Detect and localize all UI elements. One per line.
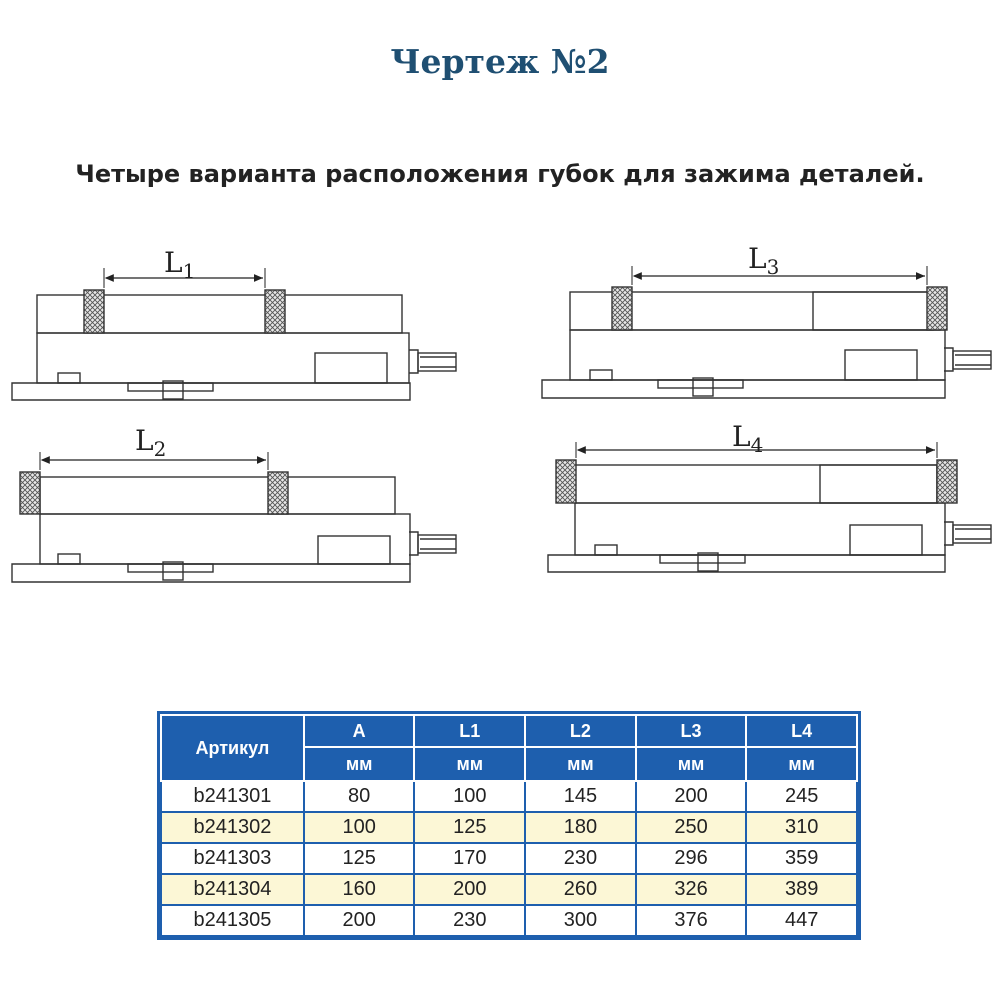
screw-shaft [953, 351, 991, 369]
jaw-right [268, 472, 288, 514]
cell-article: b241305 [161, 905, 304, 936]
cell-l4: 389 [746, 874, 857, 905]
spec-table [160, 714, 858, 937]
screw-shaft [953, 525, 991, 543]
cell-l2: 180 [525, 812, 636, 843]
cell-l2: 145 [525, 781, 636, 812]
cell-l4: 310 [746, 812, 857, 843]
jaw-left [556, 460, 576, 503]
header-l2: L2 [525, 715, 636, 747]
cell-l4: 359 [746, 843, 857, 874]
header-article: Артикул [161, 715, 304, 781]
cell-l3: 250 [636, 812, 747, 843]
dimension-label-l3: $L_3$ [748, 242, 780, 279]
cell-l2: 230 [525, 843, 636, 874]
cell-l1: 200 [414, 874, 525, 905]
cell-article: b241302 [161, 812, 304, 843]
jaw-left [20, 472, 40, 514]
table-row [161, 874, 857, 905]
cell-article: b241301 [161, 781, 304, 812]
vise-diagram-3 [530, 240, 1000, 410]
header-l3: L3 [636, 715, 747, 747]
page-subtitle: Четыре варианта расположения губок для зажима деталей. [75, 160, 925, 188]
vise-diagram-2 [0, 420, 480, 590]
vise-diagram-1 [0, 240, 480, 410]
screw-shaft [418, 535, 456, 553]
cell-l3: 200 [636, 781, 747, 812]
screw-shaft [418, 353, 456, 371]
page-title: Чертеж №2 [390, 42, 610, 81]
cell-l2: 260 [525, 874, 636, 905]
cell-article: b241303 [161, 843, 304, 874]
dimension-label-l4: $L_4$ [732, 420, 764, 457]
cell-a: 200 [304, 905, 415, 936]
dimension-label-l2: $L_2$ [135, 424, 167, 461]
vise-base [12, 564, 410, 582]
vise-body [570, 330, 945, 380]
vise-diagram-4 [530, 420, 1000, 590]
header-l1: L1 [414, 715, 525, 747]
cell-l4: 447 [746, 905, 857, 936]
jaw-body [575, 465, 937, 503]
unit-l1: мм [414, 747, 525, 781]
unit-l3: мм [636, 747, 747, 781]
cell-l3: 326 [636, 874, 747, 905]
jaw-left [612, 287, 632, 330]
vise-body [575, 503, 945, 555]
jaw-left [84, 290, 104, 333]
header-a: A [304, 715, 415, 747]
cell-l3: 296 [636, 843, 747, 874]
jaw-right [927, 287, 947, 330]
unit-l4: мм [746, 747, 857, 781]
cell-l3: 376 [636, 905, 747, 936]
vise-base [548, 555, 945, 572]
cell-a: 125 [304, 843, 415, 874]
header-l4: L4 [746, 715, 857, 747]
cell-l1: 230 [414, 905, 525, 936]
cell-article: b241304 [161, 874, 304, 905]
cell-l1: 100 [414, 781, 525, 812]
cell-a: 160 [304, 874, 415, 905]
table-row [161, 812, 857, 843]
table-row [161, 781, 857, 812]
cell-a: 100 [304, 812, 415, 843]
cell-l1: 125 [414, 812, 525, 843]
jaw-right [265, 290, 285, 333]
cell-l4: 245 [746, 781, 857, 812]
vise-body [37, 333, 409, 383]
jaw-body [40, 477, 395, 514]
cell-a: 80 [304, 781, 415, 812]
jaw-right [937, 460, 957, 503]
vise-body [40, 514, 410, 564]
cell-l2: 300 [525, 905, 636, 936]
unit-l2: мм [525, 747, 636, 781]
table-row [161, 905, 857, 936]
cell-l1: 170 [414, 843, 525, 874]
dimension-label-l1: $L_1$ [164, 246, 196, 283]
unit-a: мм [304, 747, 415, 781]
table-row [161, 843, 857, 874]
